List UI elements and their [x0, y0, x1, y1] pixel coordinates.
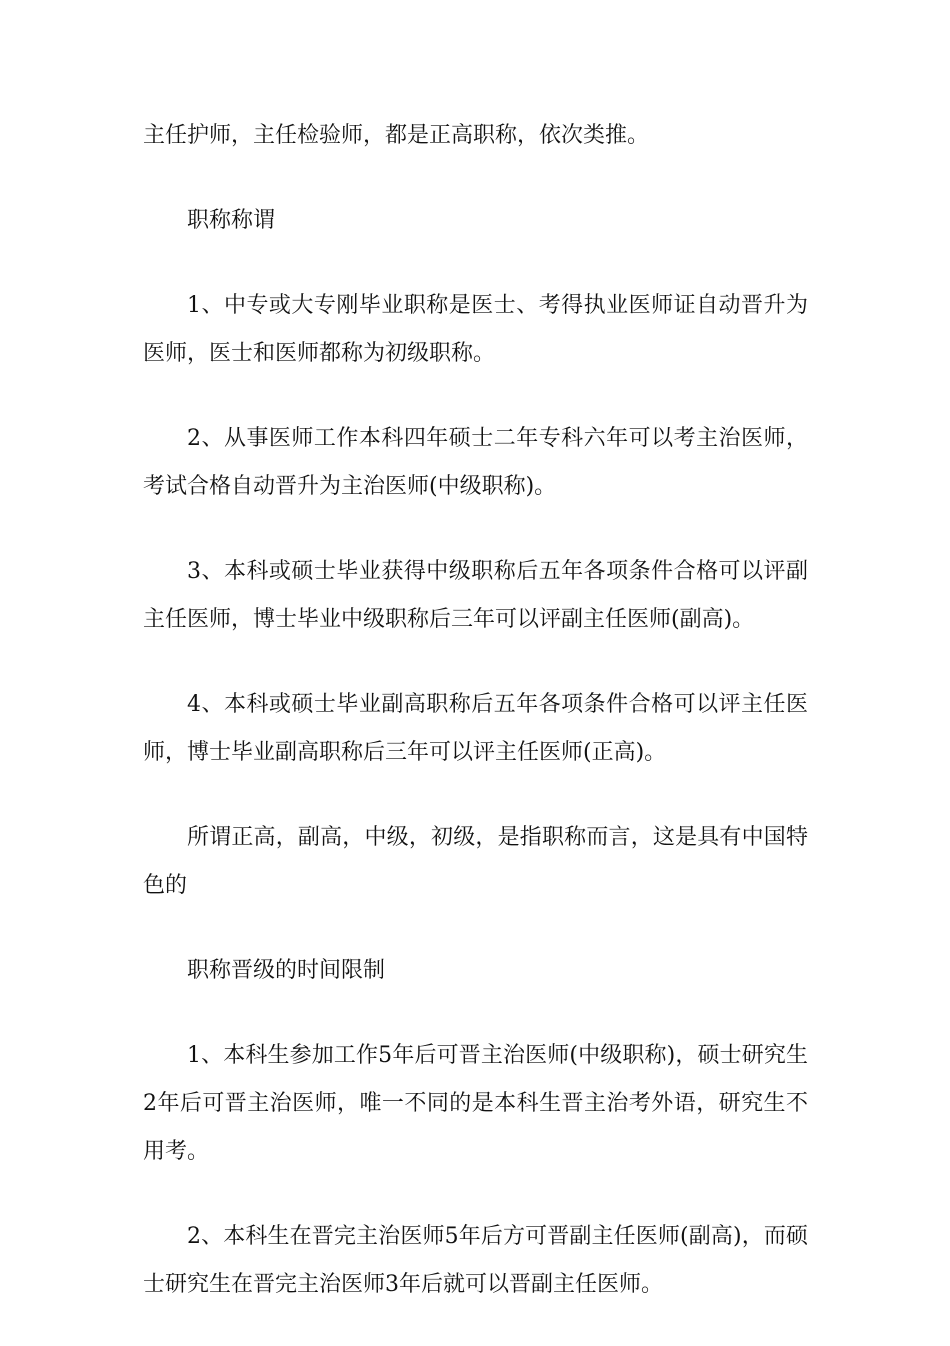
- section-heading-time-limits: 职称晋级的时间限制: [187, 958, 386, 983]
- paragraph-intro: 主任护师，主任检验师，都是正高职称，依次类推。: [143, 123, 650, 148]
- section-heading-title-naming: 职称称谓: [187, 208, 276, 233]
- list-item: 1、中专或大专刚毕业职称是医士、考得执业医师证自动晋升为医师，医士和医师都称为初级职称。: [143, 293, 808, 366]
- list-item: 4、本科或硕士毕业副高职称后五年各项条件合格可以评主任医师，博士毕业副高职称后三年可以评主任医师(正高)。: [143, 692, 808, 765]
- list-item: 1、本科生参加工作5年后可晋主治医师(中级职称)，硕士研究生2年后可晋主治医师，唯一不同的是本科生晋主治考外语，研究生不用考。: [143, 1043, 808, 1164]
- list-item: 3、本科或硕士毕业获得中级职称后五年各项条件合格可以评副主任医师，博士毕业中级职称后三年可以评副主任医师(副高)。: [143, 559, 808, 632]
- list-item: 2、从事医师工作本科四年硕士二年专科六年可以考主治医师，考试合格自动晋升为主治医师(中级职称)。: [143, 426, 808, 499]
- paragraph-summary: 所谓正高，副高，中级，初级，是指职称而言，这是具有中国特色的: [143, 825, 808, 898]
- list-item: 2、本科生在晋完主治医师5年后方可晋副主任医师(副高)，而硕士研究生在晋完主治医师3年后就可以晋副主任医师。: [143, 1224, 808, 1297]
- document-body: [143, 112, 808, 1346]
